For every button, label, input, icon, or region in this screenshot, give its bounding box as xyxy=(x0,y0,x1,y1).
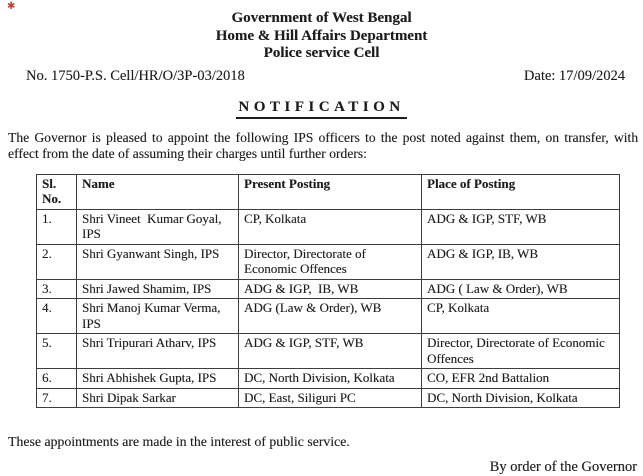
table-cell: DC, North Division, Kolkata xyxy=(239,369,422,389)
table-cell: Director, Directorate of Economic Offences xyxy=(239,244,422,279)
table-cell: DC, North Division, Kolkata xyxy=(422,388,620,408)
table-cell: CP, Kolkata xyxy=(239,209,422,244)
table-row xyxy=(37,299,620,334)
table-cell: 5. xyxy=(37,334,77,369)
table-row xyxy=(37,244,620,279)
notification-title: NOTIFICATION xyxy=(236,99,406,119)
table-cell: ADG & IGP, STF, WB xyxy=(422,209,620,244)
table-row xyxy=(37,334,620,369)
table-row xyxy=(37,279,620,299)
officers-table-body xyxy=(37,209,620,408)
table-cell: 4. xyxy=(37,299,77,334)
table-row xyxy=(37,209,620,244)
table-cell: DC, East, Siliguri PC xyxy=(239,388,422,408)
intro-paragraph: The Governor is pleased to appoint the following IPS officers to the post noted against them, on transfer, with effect from the date of assuming their charges until further orders: xyxy=(8,129,638,161)
red-corner-mark-icon: ✱ xyxy=(7,1,16,12)
table-cell: Shri Tripurari Atharv, IPS xyxy=(77,334,239,369)
signoff: By order of the Governor xyxy=(489,459,637,475)
table-cell: 7. xyxy=(37,388,77,408)
table-cell: Director, Directorate of Economic Offences xyxy=(422,334,620,369)
department-name: Home & Hill Affairs Department xyxy=(215,27,428,44)
table-cell: 1. xyxy=(37,209,77,244)
table-cell: CP, Kolkata xyxy=(422,299,620,334)
table-cell: ADG & IGP, IB, WB xyxy=(422,244,620,279)
table-cell: Shri Abhishek Gupta, IPS xyxy=(77,369,239,389)
officers-table xyxy=(36,174,620,409)
table-header-row xyxy=(37,174,620,209)
table-cell: Shri Jawed Shamim, IPS xyxy=(77,279,239,299)
table-cell: Shri Vineet Kumar Goyal, IPS xyxy=(77,209,239,244)
table-cell: Shri Dipak Sarkar xyxy=(77,388,239,408)
col-header-present-posting: Present Posting xyxy=(239,174,422,209)
closing-paragraph: These appointments are made in the interest of public service. xyxy=(8,434,350,449)
table-cell: 3. xyxy=(37,279,77,299)
col-header-sl-no: Sl. No. xyxy=(37,174,77,209)
table-cell: ADG & IGP, IB, WB xyxy=(239,279,422,299)
table-cell: ADG & IGP, STF, WB xyxy=(239,334,422,369)
table-cell: 2. xyxy=(37,244,77,279)
table-cell: Shri Manoj Kumar Verma, IPS xyxy=(77,299,239,334)
table-row xyxy=(37,388,620,408)
table-cell: CO, EFR 2nd Battalion xyxy=(422,369,620,389)
table-cell: 6. xyxy=(37,369,77,389)
government-name: Government of West Bengal xyxy=(231,10,412,26)
table-cell: Shri Gyanwant Singh, IPS xyxy=(77,244,239,279)
table-row xyxy=(37,369,620,389)
table-cell: ADG (Law & Order), WB xyxy=(239,299,422,334)
reference-row xyxy=(0,63,643,85)
date-label: Date: 17/09/2024 xyxy=(523,67,625,84)
col-header-place-of-posting: Place of Posting xyxy=(422,174,620,209)
title-wrap xyxy=(0,98,643,119)
letterhead xyxy=(0,0,643,63)
cell-name: Police service Cell xyxy=(263,45,380,61)
col-header-name: Name xyxy=(77,174,239,209)
memo-number: No. 1750-P.S. Cell/HR/O/3P-03/2018 xyxy=(26,67,245,84)
table-cell: ADG ( Law & Order), WB xyxy=(422,279,620,299)
